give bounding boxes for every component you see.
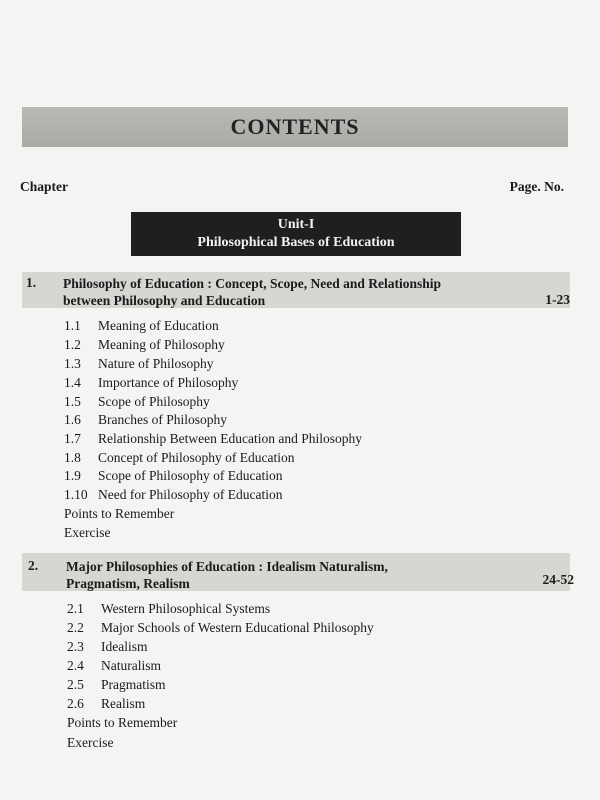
section-1-number: 1.	[26, 275, 37, 290]
list-item: 1.4 Importance of Philosophy	[64, 375, 239, 390]
section-1-title-line1: Philosophy of Education : Concept, Scope, Need and Relationship	[63, 276, 442, 291]
list-item: 1.7 Relationship Between Education and Philosophy	[64, 431, 362, 446]
section-2-title	[66, 558, 388, 592]
list-item: 1.5 Scope of Philosophy	[64, 394, 210, 409]
section-2-pages: 24-52	[542, 572, 574, 587]
exercise: Exercise	[64, 525, 111, 540]
section-1-title-line2: between Philosophy and Education	[63, 293, 266, 308]
list-item: 2.6 Realism	[67, 696, 146, 711]
list-item: 2.2 Major Schools of Western Educational Philosophy	[67, 620, 374, 635]
list-item: 1.6 Branches of Philosophy	[64, 412, 227, 427]
list-item: 1.8 Concept of Philosophy of Education	[64, 450, 295, 465]
section-2-number: 2.	[28, 558, 39, 573]
unit-title: Philosophical Bases of Education	[197, 235, 395, 250]
page-title: CONTENTS	[230, 114, 360, 139]
list-item: 2.1 Western Philosophical Systems	[67, 601, 271, 616]
list-item: 1.3 Nature of Philosophy	[64, 356, 214, 371]
list-item: 1.2 Meaning of Philosophy	[64, 337, 225, 352]
unit-heading-box	[131, 212, 461, 256]
list-item: 1.9 Scope of Philosophy of Education	[64, 468, 283, 483]
section-1-pages: 1-23	[545, 292, 570, 307]
list-item: 1.1 Meaning of Education	[64, 318, 219, 333]
list-item: 2.5 Pragmatism	[67, 677, 166, 692]
section-2-title-line1: Major Philosophies of Education : Idealism Naturalism,	[66, 559, 388, 574]
chapter-column-heading: Chapter	[20, 179, 68, 194]
list-item: 2.4 Naturalism	[67, 658, 161, 673]
page-number-column-heading: Page. No.	[509, 179, 564, 194]
unit-number: Unit-I	[277, 217, 315, 232]
points-to-remember: Points to Remember	[67, 715, 178, 730]
section-1-title	[63, 275, 441, 309]
contents-banner	[22, 107, 568, 147]
list-item: 2.3 Idealism	[67, 639, 148, 654]
exercise: Exercise	[67, 735, 114, 750]
section-2-title-line2: Pragmatism, Realism	[66, 576, 190, 591]
points-to-remember: Points to Remember	[64, 506, 175, 521]
list-item: 1.10 Need for Philosophy of Education	[64, 487, 283, 502]
